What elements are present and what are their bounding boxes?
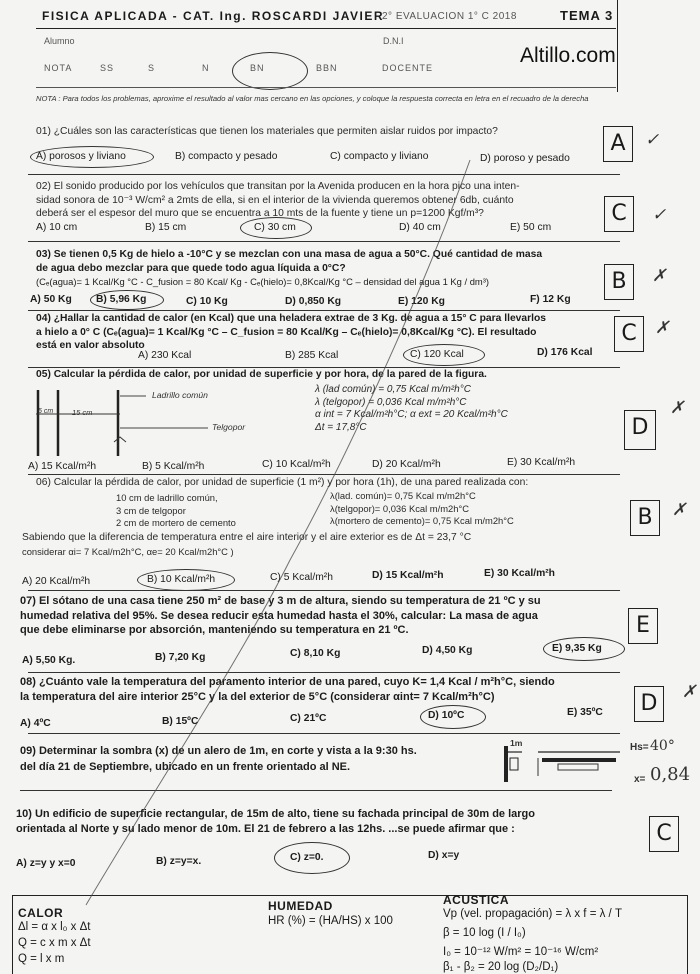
option[interactable]: D) 176 Kcal (537, 347, 593, 358)
selected-option-circle (90, 290, 164, 310)
question-divider (28, 590, 620, 591)
question-line: a hielo a 0° C (Cₑ(agua)= 1 Kcal/Kg °C – C_fusion = 80 Kcal/Kg – Cₑ(hielo)= 0,8Kcal/Kg °C). El resultado (36, 326, 537, 338)
header-divider (36, 28, 616, 29)
option[interactable]: E) 120 Kg (398, 296, 445, 307)
question-line: considerar αi= 7 Kcal/m2h°C, αe= 20 Kcal/m2h°C ) (22, 545, 234, 557)
dni-label: D.N.I (383, 36, 404, 46)
option[interactable]: E) 9,35 Kg (552, 643, 602, 654)
question-text (36, 180, 606, 221)
grade-label: DOCENTE (382, 63, 434, 73)
check-mark: ✓ (652, 205, 667, 225)
q5-data (315, 384, 508, 434)
q6-layers (116, 492, 236, 530)
data-line: λ (telgopor) = 0,036 Kcal m/m²h°C (315, 396, 467, 408)
option[interactable]: A) 15 Kcal/m²h (28, 461, 97, 472)
formula-box (12, 895, 688, 974)
option[interactable]: E) 30 Kcal/m²h (507, 457, 576, 468)
question-line: está en valor absoluto (36, 340, 145, 351)
option[interactable]: B) z=y=x. (156, 856, 202, 867)
option[interactable]: E) 35ºC (567, 707, 603, 718)
grade-circle-mark (232, 52, 308, 90)
layer-line: 3 cm de telgopor (116, 504, 186, 516)
option[interactable]: A) 5,50 Kg. (22, 655, 76, 666)
option[interactable]: F) 12 Kg (530, 294, 571, 305)
grade-label: N (202, 63, 210, 73)
evaluation-label: 2° EVALUACION 1° C 2018 (382, 11, 517, 22)
dimension-label: 15 cm (72, 408, 93, 417)
option[interactable]: A) 4ºC (20, 718, 51, 729)
option[interactable]: B) 5 Kcal/m²h (142, 461, 205, 472)
question-divider (28, 310, 620, 311)
selected-option-circle (274, 842, 350, 874)
answer-box[interactable]: B (630, 500, 660, 536)
option[interactable]: A) 50 Kg (30, 294, 72, 305)
option[interactable]: D) 0,850 Kg (285, 296, 342, 307)
wrong-mark: ✗ (672, 500, 687, 520)
question-line: 10) Un edificio de superficie rectangular, de 15m de alto, tiene su fachada principal de 30m de largo (16, 808, 535, 820)
answer-box[interactable]: A (603, 126, 633, 162)
option[interactable]: D) poroso y pesado (480, 153, 570, 164)
question-line: que debe eliminarse por absorción, manteniendo su temperatura en 21 ºC. (20, 624, 409, 636)
x-handwritten: 0,84 (650, 764, 691, 785)
grade-label: NOTA (44, 63, 73, 73)
answer-box[interactable]: D (624, 410, 656, 450)
question-line: Sabiendo que la diferencia de temperatura entre el aire interior y el aire exterior es de Δt = 23,7 °C (22, 532, 472, 543)
question-text (36, 248, 606, 289)
formula-line: Q = c x m x Δt (18, 937, 91, 949)
wrong-mark: ✗ (670, 398, 685, 418)
selected-option-circle (420, 705, 486, 729)
question-line: (Cₑ(agua)= 1 Kcal/Kg °C - C_fusion = 80 Kcal/ Kg - Cₑ(hielo)= 0,8Kcal/Kg °C – densidad del agua 1 Kg / dm³) (36, 276, 489, 287)
option[interactable]: B) 10 Kcal/m²h (147, 574, 216, 585)
formula-line: β₁ - β₂ = 20 log (D₂/D₁) (443, 961, 559, 973)
selected-option-circle (30, 146, 154, 168)
hs-label: Hs= (630, 742, 649, 753)
option[interactable]: C) compacto y liviano (330, 151, 429, 162)
question-line: orientada al Norte y su lado menor de 10m. El 21 de febrero a las 12hs. ...se puede afirmar que : (16, 823, 515, 835)
answer-box[interactable]: B (604, 264, 634, 300)
alumno-label: Alumno (44, 36, 75, 46)
question-divider (28, 241, 620, 242)
selected-option-circle (543, 637, 625, 661)
option[interactable]: C) 5 Kcal/m²h (270, 572, 333, 583)
grade-label: BN (250, 63, 265, 73)
formula-line: Q = l x m (18, 953, 65, 965)
wrong-mark: ✗ (655, 318, 670, 338)
hs-handwritten: 40° (650, 738, 675, 754)
question-line: del día 21 de Septiembre, ubicado en un frente orientado al NE. (20, 760, 351, 773)
question-line: 04) ¿Hallar la cantidad de calor (en Kcal) que una heladera extrae de 3 Kg. de agua a 15° C para llevarlos (36, 313, 547, 324)
layer-line: 10 cm de ladrillo común, (116, 492, 218, 503)
question-text: 01) ¿Cuáles son las características que tienen los materiales que permiten aislar ruidos por impacto? (36, 126, 498, 137)
question-line: 07) El sótano de una casa tiene 250 m² de base y 3 m de altura, siendo su temperatura de 21 ºC y su (20, 595, 541, 607)
answer-box[interactable]: E (628, 608, 658, 644)
option[interactable]: C) 10 Kcal/m²h (262, 459, 331, 470)
acustica-title: ACUSTICA (443, 893, 509, 907)
option[interactable]: C) 120 Kcal (410, 349, 464, 360)
wrong-mark: ✗ (652, 266, 667, 286)
option[interactable]: E) 50 cm (510, 222, 552, 233)
question-divider (28, 474, 620, 475)
dimension-label: 1m (510, 738, 523, 748)
question-text (20, 744, 540, 775)
watermark-logo: Altillo.com (520, 44, 616, 67)
option[interactable]: E) 30 Kcal/m²h (484, 568, 555, 579)
calor-title: CALOR (18, 906, 64, 920)
question-line: sidad sonora de 10⁻³ W/cm² a 2mts de ella, si en el interior de la vivienda queremos obtener 6db, cuánto (36, 194, 514, 206)
option[interactable]: C) 30 cm (254, 222, 296, 233)
option[interactable]: C) z=0. (290, 852, 324, 863)
option[interactable]: C) 10 Kg (186, 296, 228, 307)
layer-line: 2 cm de mortero de cemento (116, 517, 236, 528)
question-text (36, 312, 611, 353)
question-line: de agua debo mezclar para que quede todo agua líquida a 0°C? (36, 262, 346, 274)
question-text (16, 807, 656, 837)
exam-title: FISICA APLICADA - CAT. Ing. ROSCARDI JAVIER (42, 9, 385, 23)
lambda-line: λ(mortero de cemento)= 0,75 Kcal m/m2h°C (330, 515, 514, 526)
question-line: la temperatura del aire interior 25°C y la del exterior de 5°C (considerar αint= 7 Kcal/m²h°C) (20, 690, 495, 703)
option[interactable]: D) 4,50 Kg (422, 645, 473, 656)
option[interactable]: A) porosos y liviano (36, 151, 126, 162)
formula-line: Vp (vel. propagación) = λ x f = λ / T (443, 908, 622, 920)
question-text: 06) Calcular la pérdida de calor, por unidad de superficie (1 m²) y por hora (1h), de una pared realizada con: (36, 477, 529, 488)
wrong-mark: ✗ (682, 682, 697, 702)
check-mark: ✓ (645, 130, 660, 150)
question-line: 08) ¿Cuánto vale la temperatura del paramento interior de una pared, cuyo K= 1,4 Kcal / m²h°C, siendo (20, 676, 555, 688)
selected-option-circle (403, 344, 485, 366)
grade-label: S (148, 63, 156, 73)
data-line: α int = 7 Kcal/m²h°C; α ext = 20 Kcal/m²h°C (315, 409, 508, 420)
question-line: 03) Se tienen 0,5 Kg de hielo a -10°C y se mezclan con una masa de agua a 50°C. Qué cantidad de masa (36, 249, 543, 260)
dimension-label: 5 cm (38, 408, 54, 415)
grade-label: SS (100, 63, 115, 73)
question-divider (28, 733, 620, 734)
formula-line: Δl = α x l₀ x Δt (18, 921, 91, 933)
question-text: 05) Calcular la pérdida de calor, por unidad de superficie y por hora, de la pared de la figura. (36, 369, 487, 380)
option[interactable]: B) 15 cm (145, 222, 187, 233)
formula-line: β = 10 log (I / I₀) (443, 927, 526, 939)
formula-line: I₀ = 10⁻¹² W/m² = 10⁻¹⁶ W/cm² (443, 946, 599, 958)
answer-box[interactable]: C (649, 816, 679, 852)
lambda-line: λ(telgopor)= 0,036 Kcal m/m2h°C (330, 502, 469, 514)
option[interactable]: B) 5,96 Kg (96, 294, 147, 305)
answer-box[interactable]: D (634, 686, 664, 722)
grade-label: BBN (316, 63, 338, 73)
data-line: λ (lad común) = 0,75 Kcal m/m²h°C (315, 384, 471, 395)
option[interactable]: A) z=y y x=0 (16, 858, 76, 869)
option[interactable]: B) 7,20 Kg (155, 652, 206, 663)
question-divider (20, 790, 612, 791)
option[interactable]: D) x=y (428, 850, 460, 861)
option[interactable]: D) 20 Kcal/m²h (372, 459, 441, 470)
selected-option-circle (240, 217, 312, 239)
option[interactable]: A) 20 Kcal/m²h (22, 576, 91, 587)
option[interactable]: A) 230 Kcal (138, 350, 192, 361)
header-divider (36, 87, 616, 88)
lambda-line: λ(lad. común)= 0,75 Kcal m/m2h°C (330, 490, 476, 501)
instructions-note: NOTA : Para todos los problemas, aproxime el resultado al valor mas cercano en las opciones, y coloque la respuesta correcta en letra en el recuadro de la derecha (36, 94, 589, 103)
question-line: humedad relativa del 95%. Se desea reducir esta humedad hasta el 30%, calcular: La masa de agua (20, 609, 538, 622)
header-vertical-divider (617, 0, 618, 92)
option[interactable]: A) 10 cm (36, 222, 78, 233)
question-line: 02) El sonido producido por los vehículos que transitan por la Avenida producen en la hora pico una inten- (36, 181, 520, 192)
option[interactable]: B) 285 Kcal (285, 350, 339, 361)
brick-label: Ladrillo común (152, 390, 208, 400)
humedad-title: HUMEDAD (268, 899, 333, 913)
option[interactable]: D) 15 Kcal/m²h (372, 570, 444, 581)
option[interactable]: B) compacto y pesado (175, 151, 278, 162)
x-label: x= (634, 774, 646, 785)
question-text (22, 531, 602, 558)
foam-label: Telgopor (212, 422, 246, 432)
question-line: deberá ser el espesor del muro que se encuentra a 10 mts de la fuente y tiene un p=1200 Kgf/m³? (36, 208, 484, 219)
question-divider (28, 672, 620, 673)
option[interactable]: D) 40 cm (399, 222, 441, 233)
question-line: 09) Determinar la sombra (x) de un alero de 1m, en corte y vista a la 9:30 hs. (20, 745, 417, 757)
data-line: Δt = 17,8°C (315, 421, 367, 433)
tema-label: TEMA 3 (560, 8, 614, 23)
question-text (20, 594, 640, 638)
answer-box[interactable]: C (604, 196, 634, 232)
option[interactable]: D) 10ºC (428, 710, 465, 721)
option[interactable]: C) 8,10 Kg (290, 648, 341, 659)
question-divider (28, 174, 620, 175)
answer-box[interactable]: C (614, 316, 644, 352)
option[interactable]: C) 21ºC (290, 713, 327, 724)
q6-lambdas (330, 490, 514, 528)
formula-line: HR (%) = (HA/HS) x 100 (268, 915, 393, 927)
question-text (20, 675, 660, 704)
option[interactable]: B) 15ºC (162, 716, 199, 727)
selected-option-circle (137, 569, 235, 591)
